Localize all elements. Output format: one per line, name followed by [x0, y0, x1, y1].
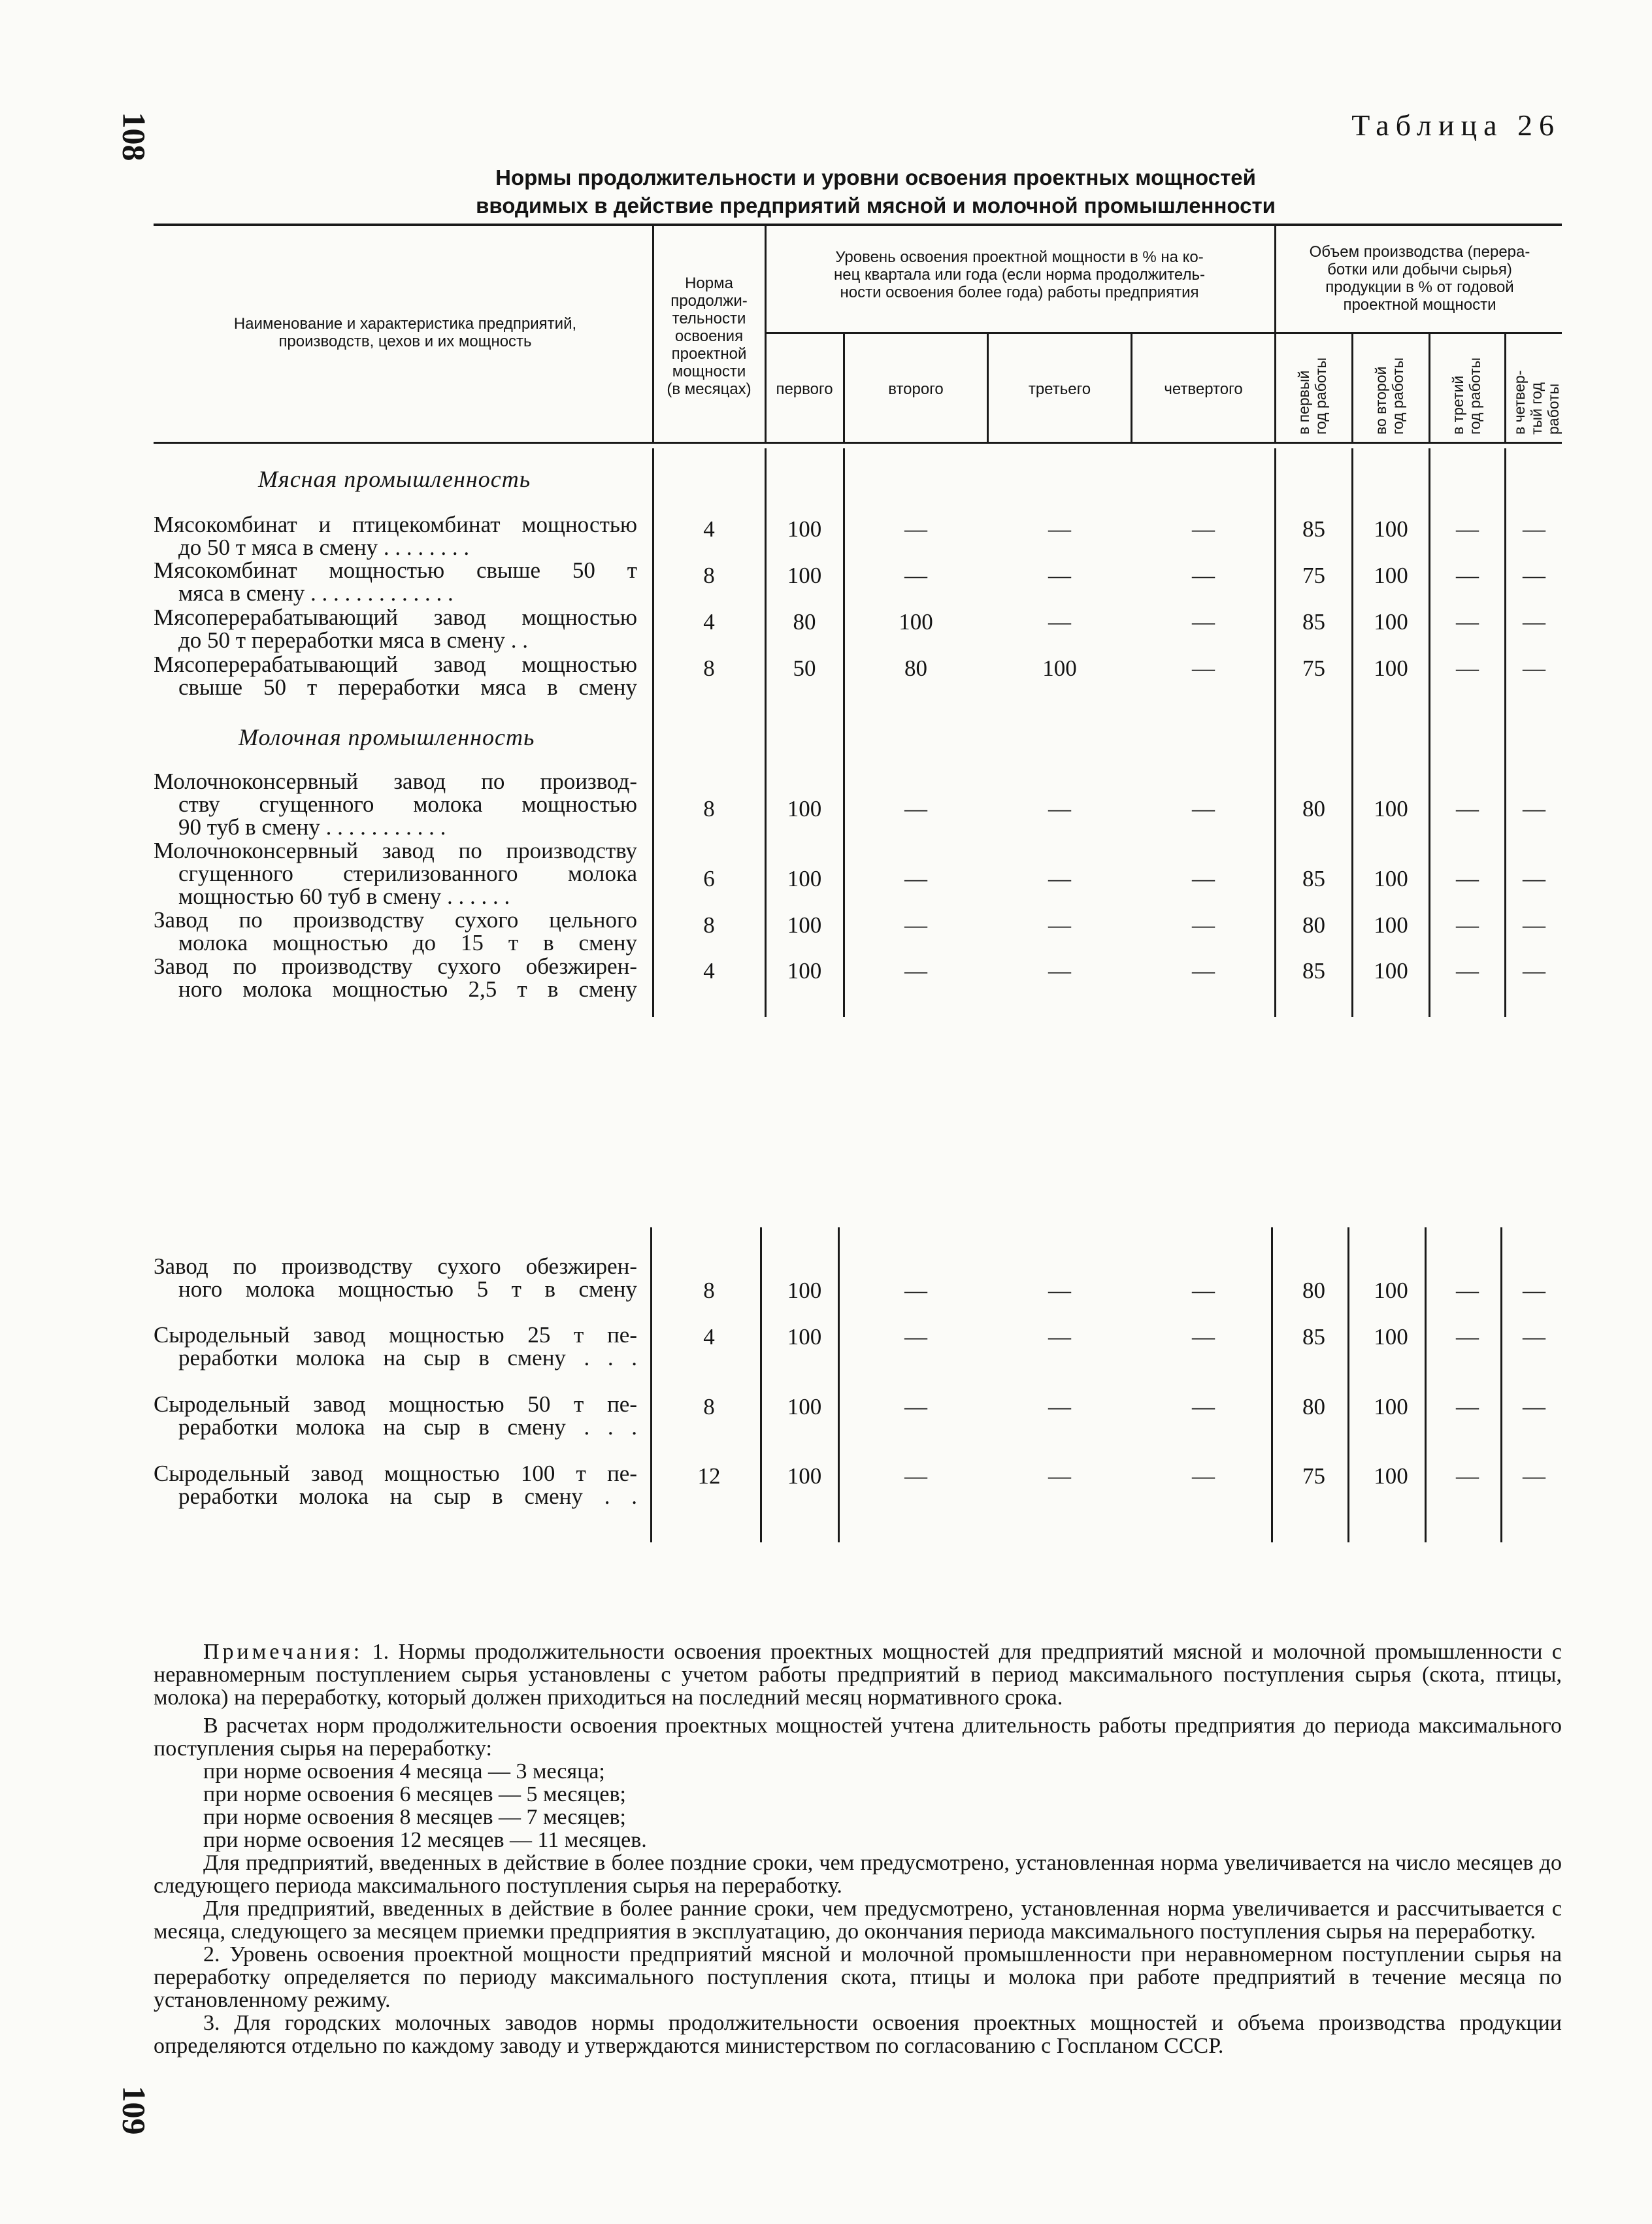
header-volume-year2: во второй год работы [1372, 357, 1406, 435]
row-name: Завод по производству сухого обезжирен- ного молока мощностью 5 т в смену [154, 1253, 637, 1302]
table-cell: 50 [793, 656, 816, 681]
header-volume-year3: в третий год работы [1449, 357, 1483, 435]
table-cell: 75 [1302, 1463, 1325, 1489]
table-cell: — [1456, 1394, 1479, 1419]
table-cell: — [1523, 796, 1545, 822]
table-cell: 100 [787, 912, 822, 938]
table-cell: 100 [1374, 563, 1408, 588]
table-cell: 100 [1374, 866, 1408, 891]
table-cell: — [1048, 866, 1071, 891]
table-cell: 100 [1374, 1278, 1408, 1303]
table-cell: 100 [1042, 656, 1077, 681]
row-name: Мясокомбинат мощностью свыше 50 т мяса в смену . . . . . . . . . . . . . [154, 557, 637, 606]
note-2: 2. Уровень освоения проектной мощности предприятий мясной и молочной промышленности при неравномерном поступлении сырья на переработку определяется по периоду максимального поступления скота, птицы и молока при работе предприятий в течение месяца по установленному режиму. [154, 1942, 1562, 2012]
table-cell: 8 [703, 912, 715, 938]
table-cell: — [1456, 866, 1479, 891]
table-cell: 100 [1374, 912, 1408, 938]
header-level-third: третьего [1028, 380, 1091, 398]
table-cell: 85 [1302, 609, 1325, 635]
table-cell: — [1192, 912, 1215, 938]
table-cell: — [904, 958, 927, 984]
table-cell: 4 [703, 609, 715, 635]
table-cell: — [1048, 1324, 1071, 1350]
row-name: Молочноконсервный завод по производству сгущенного стерилизованного молока мощностью 60 туб в смену . . . . . . [154, 838, 637, 909]
table-cell: — [1192, 1278, 1215, 1303]
table-cell: — [1456, 563, 1479, 588]
table-cell: — [1456, 796, 1479, 822]
table-cell: 100 [1374, 796, 1408, 822]
table-cell: — [904, 912, 927, 938]
table-cell: 100 [1374, 516, 1408, 542]
header-level-fourth: четвертого [1164, 380, 1243, 398]
row-name: Мясоперерабатывающий завод мощностью до 50 т переработки мяса в смену . . [154, 605, 637, 653]
table-cell: 6 [703, 866, 715, 891]
table-cell: — [1048, 1463, 1071, 1489]
table-cell: — [1523, 1394, 1545, 1419]
table-cell: — [1048, 796, 1071, 822]
table-cell: — [1048, 1278, 1071, 1303]
table-cell: — [904, 1278, 927, 1303]
table-cell: — [1456, 1463, 1479, 1489]
table-cell: — [1048, 563, 1071, 588]
table-cell: 4 [703, 958, 715, 984]
table-cell: — [1456, 912, 1479, 938]
table-top-rule [154, 224, 1562, 226]
table-cell: 80 [1302, 796, 1325, 822]
table-cell: 100 [787, 1278, 822, 1303]
table-cell: 80 [1302, 1394, 1325, 1419]
table-label: Таблица 26 [1351, 108, 1561, 142]
note-1-list-item: при норме освоения 4 месяца — 3 месяца; [203, 1759, 605, 1784]
table-cell: 100 [787, 1394, 822, 1419]
table-cell: 100 [787, 516, 822, 542]
table-cell: — [904, 516, 927, 542]
table-cell: — [1456, 516, 1479, 542]
table-cell: 85 [1302, 516, 1325, 542]
table-cell: 100 [1374, 1394, 1408, 1419]
table-cell: — [1048, 609, 1071, 635]
note-3: 3. Для городских молочных заводов нормы продолжительности освоения проектных мощностей и объема производства продукции определяются отдельно по каждому заводу и утверждаются министерством по согласованию с Госпланом СССР. [154, 2011, 1562, 2058]
table-cell: — [1048, 1394, 1071, 1419]
table-cell: 8 [703, 563, 715, 588]
table-cell: — [1523, 912, 1545, 938]
table-cell: 12 [697, 1463, 721, 1489]
table-cell: 8 [703, 1394, 715, 1419]
table-cell: 85 [1302, 866, 1325, 891]
table-cell: — [1523, 516, 1545, 542]
row-name: Завод по производству сухого цельного молока мощностью до 15 т в смену [154, 907, 637, 955]
row-name: Молочноконсервный завод по производ- ству сгущенного молока мощностью 90 туб в смену . . . . . . . . . . . [154, 769, 637, 840]
table-cell: — [904, 1324, 927, 1350]
table-cell: 75 [1302, 563, 1325, 588]
table-cell: 100 [787, 866, 822, 891]
table-cell: 85 [1302, 1324, 1325, 1350]
row-name: Мясоперерабатывающий завод мощностью свыше 50 т переработки мяса в смену [154, 652, 637, 700]
row-name: Сыродельный завод мощностью 100 т пе- реработки молока на сыр в смену . . [154, 1461, 637, 1509]
table-cell: — [904, 1463, 927, 1489]
row-name: Мясокомбинат и птицекомбинат мощностью до 50 т мяса в смену . . . . . . . . [154, 512, 637, 560]
table-cell: — [1192, 1324, 1215, 1350]
table-cell: 100 [1374, 656, 1408, 681]
table-cell: — [1523, 1278, 1545, 1303]
table-cell: — [904, 866, 927, 891]
header-level-group: Уровень освоения проектной мощности в % на ко- нец квартала или года (если норма продолжитель- ности освоения более года) работы предприятия [834, 248, 1205, 301]
table-cell: — [1048, 958, 1071, 984]
table-cell: — [1192, 656, 1215, 681]
notes [154, 1640, 1562, 2057]
table-cell: 80 [1302, 912, 1325, 938]
header-level-second: второго [888, 380, 944, 398]
table-cell: 8 [703, 796, 715, 822]
level-group-rule [765, 332, 1274, 334]
table-cell: 100 [1374, 1324, 1408, 1350]
table-cell: 100 [787, 1463, 822, 1489]
table-cell: — [904, 1394, 927, 1419]
table-cell: — [1523, 1324, 1545, 1350]
table-cell: 100 [787, 796, 822, 822]
header-bottom-rule [154, 442, 1562, 444]
table-cell: — [1456, 609, 1479, 635]
header-volume-year1: в первый год работы [1295, 357, 1329, 435]
table-cell: — [904, 563, 927, 588]
table-cell: — [1523, 563, 1545, 588]
table-cell: — [1048, 912, 1071, 938]
table-cell: — [1523, 866, 1545, 891]
note-1: Примечания: 1. Нормы продолжительности освоения проектных мощностей для предприятий мясной и молочной промышленности с неравномерным поступлением сырья установлены с учетом работы предприятий в период максимального поступления сырья (скота, птицы, молока) на переработку, который должен приходиться на последний месяц нормативного срока. [154, 1640, 1562, 1710]
table-cell: 75 [1302, 656, 1325, 681]
note-1-list-item: при норме освоения 8 месяцев — 7 месяцев; [203, 1805, 626, 1829]
table-cell: — [1192, 796, 1215, 822]
table-title: Нормы продолжительности и уровни освоения проектных мощностей вводимых в действие предприятий мясной и молочной промышленности [476, 165, 1276, 218]
table-cell: 100 [787, 563, 822, 588]
table-cell: — [1192, 609, 1215, 635]
row-name: Сыродельный завод мощностью 50 т пе- реработки молока на сыр в смену . . . [154, 1391, 637, 1440]
table-cell: 4 [703, 516, 715, 542]
table-cell: — [1456, 1324, 1479, 1350]
table-cell: — [1456, 1278, 1479, 1303]
row-name: Сыродельный завод мощностью 25 т пе- реработки молока на сыр в смену . . . [154, 1322, 637, 1370]
table-cell: — [1523, 958, 1545, 984]
section-title-dairy: Молочная промышленность [239, 724, 535, 750]
table-cell: 8 [703, 656, 715, 681]
table-cell: — [1523, 609, 1545, 635]
header-level-first: первого [776, 380, 833, 398]
row-name: Завод по производству сухого обезжирен- ного молока мощностью 2,5 т в смену [154, 954, 637, 1002]
volume-group-rule [1274, 332, 1562, 334]
table-cell: 80 [904, 656, 927, 681]
table-cell: 80 [793, 609, 816, 635]
table-cell: 100 [1374, 1463, 1408, 1489]
table-cell: 100 [1374, 958, 1408, 984]
table-cell: — [1456, 656, 1479, 681]
table-cell: — [1048, 516, 1071, 542]
table-cell: — [1192, 1463, 1215, 1489]
table-cell: — [1523, 1463, 1545, 1489]
table-cell: 4 [703, 1324, 715, 1350]
header-volume-group: Объем производства (перера- ботки или добычи сырья) продукции в % от годовой проектной мощности [1309, 243, 1530, 314]
page-number-bottom: 109 [116, 2085, 153, 2135]
table-cell: — [1192, 958, 1215, 984]
table-cell: — [1523, 656, 1545, 681]
table-cell: 85 [1302, 958, 1325, 984]
table-cell: 100 [787, 1324, 822, 1350]
table-cell: 8 [703, 1278, 715, 1303]
table-cell: — [1192, 1394, 1215, 1419]
table-cell: 100 [899, 609, 933, 635]
note-1-list-item: при норме освоения 12 месяцев — 11 месяцев. [203, 1828, 647, 1852]
table-cell: 80 [1302, 1278, 1325, 1303]
table-cell: 100 [787, 958, 822, 984]
note-1-earlier: Для предприятий, введенных в действие в более ранние сроки, чем предусмотрено, установленная норма увеличивается и рассчитывается с месяца, следующего за месяцем приемки предприятия в эксплуатацию, до окончания периода максимального поступления сырья на переработку. [154, 1897, 1562, 1944]
table-cell: — [1456, 958, 1479, 984]
table-cell: 100 [1374, 609, 1408, 635]
note-1-later: Для предприятий, введенных в действие в более поздние сроки, чем предусмотрено, установленная норма увеличивается на число месяцев до следующего периода максимального поступления сырья на переработку. [154, 1851, 1562, 1898]
section-title-meat: Мясная промышленность [258, 466, 531, 492]
table-cell: — [1192, 866, 1215, 891]
table-cell: — [904, 796, 927, 822]
note-1-list-item: при норме освоения 6 месяцев — 5 месяцев; [203, 1782, 626, 1806]
header-volume-year4: в четвер- тый год работы [1511, 370, 1562, 435]
header-name-column: Наименование и характеристика предприятий, производств, цехов и их мощность [233, 315, 577, 350]
page-number-top: 108 [116, 112, 153, 161]
table-cell: — [1192, 563, 1215, 588]
header-norm-column: Норма продолжи- тельности освоения проектной мощности (в месяцах) [667, 274, 752, 398]
table-cell: — [1192, 516, 1215, 542]
note-1-calc: В расчетах норм продолжительности освоения проектных мощностей учтена длительность работы предприятия до периода максимального поступления сырья на переработку: [154, 1714, 1562, 1761]
